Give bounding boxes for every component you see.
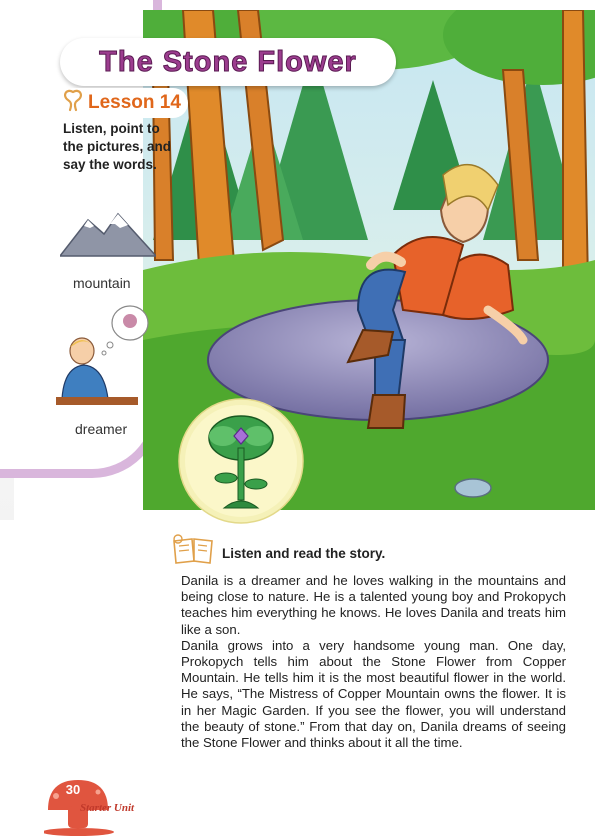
vocab-word-dreamer: dreamer [75,421,128,437]
reading-book-icon [170,533,220,567]
page-number: 30 [65,782,81,797]
story-paragraph: Danila is a dreamer and he loves walking in the mountains and being close to nature. He is a talented young boy and Prokopych teaches him everything he knows. He loves Danila and treats him like a son. [181,573,566,637]
ribbon-icon [60,88,86,112]
title-banner [60,38,396,86]
story-text [181,573,566,751]
vocab-word-mountain: mountain [73,275,131,291]
story-paragraph: Danila grows into a very handsome young man. One day, Prokopych tells him about the Stone Flower from Copper Mountain. He tells him it is the most beautiful flower in the world. He says, “The Mistress of Copper Mountain owns the flower. It is in her Magic Garden. If you see the flower, you will understand the beauty of stone.” From that day on, Danila dreams of seeing the Stone Flower and thinks about it all the time. [181,637,566,751]
lesson-label: Lesson 14 [88,92,181,113]
mountain-icon [60,210,156,260]
page-title: The Stone Flower [99,45,357,78]
unit-label: Starter Unit [80,802,135,814]
stone-flower-icon [178,398,304,524]
story-heading: Listen and read the story. [222,546,386,561]
instructions: Listen, point to the pictures, and say the words. [63,121,172,172]
dreamer-icon [52,305,152,409]
